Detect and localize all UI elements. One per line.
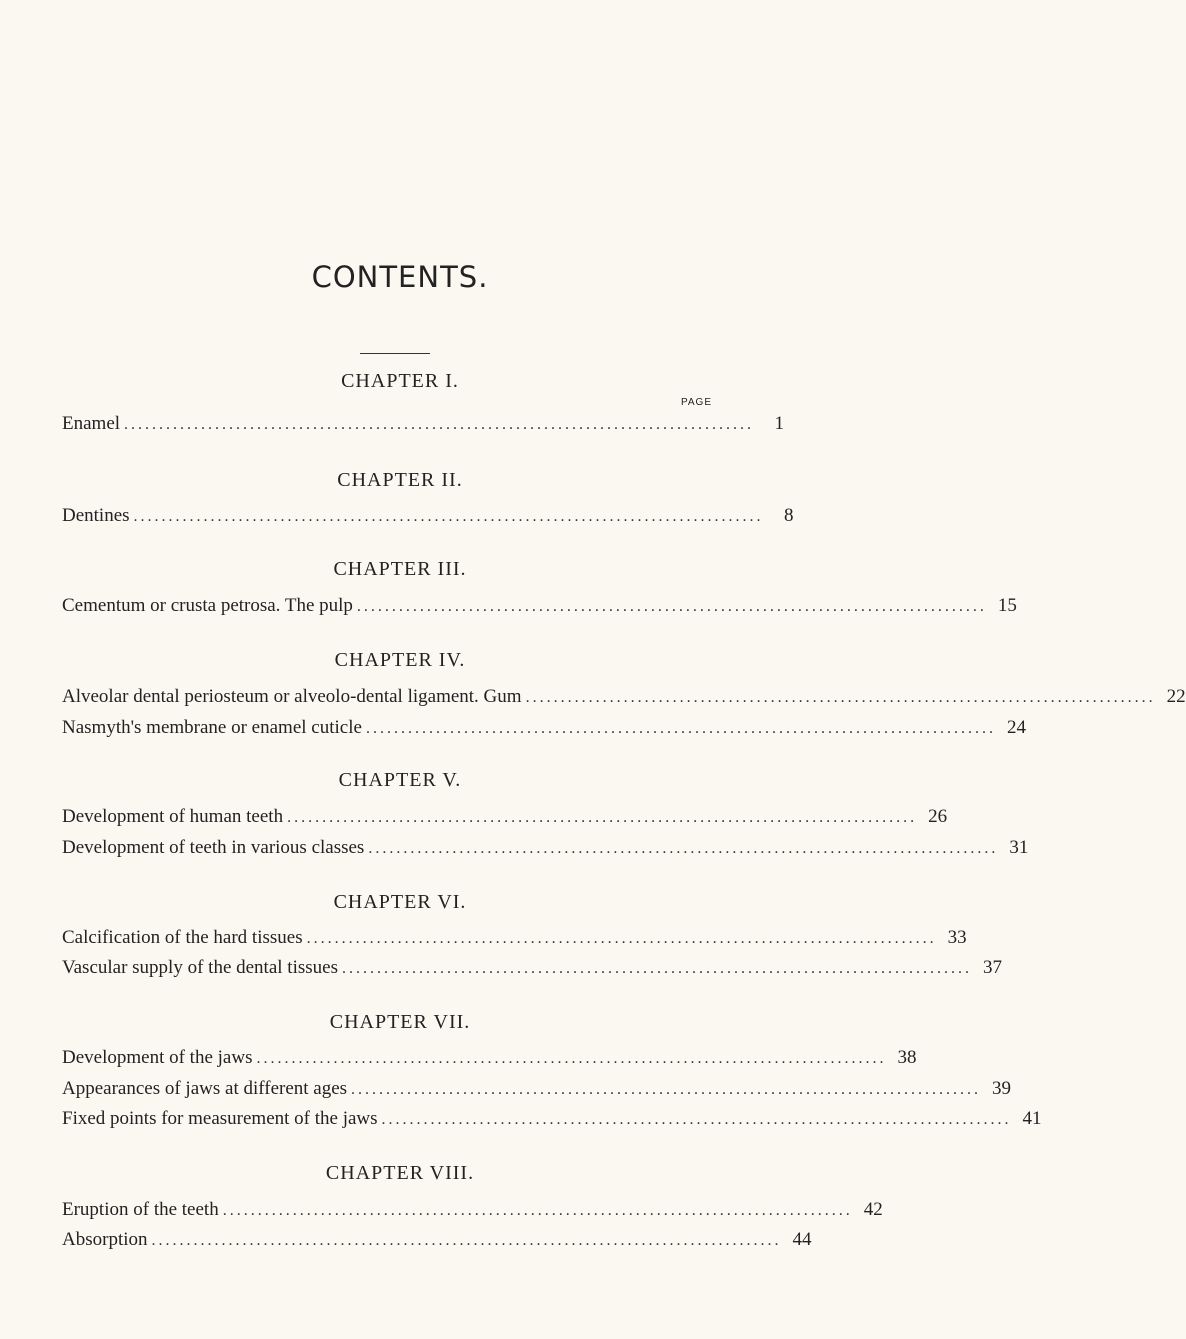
- entry-title: Nasmyth's membrane or enamel cuticle: [62, 717, 362, 738]
- chapter-heading: CHAPTER II.: [337, 469, 463, 491]
- title-rule: [360, 353, 430, 354]
- entry-title: Cementum or crusta petrosa. The pulp: [62, 595, 353, 616]
- toc-entry[interactable]: [62, 837, 1029, 863]
- entry-title: Development of human teeth: [62, 806, 284, 827]
- entry-title: Dentines: [62, 505, 130, 526]
- entry-page: 41: [1022, 1108, 1042, 1129]
- chapter-heading: CHAPTER V.: [338, 769, 462, 791]
- toc-entry[interactable]: [62, 1108, 1042, 1134]
- entry-page: 31: [1009, 837, 1029, 858]
- entry-page: 37: [982, 957, 1002, 978]
- dot-leader: ..........................................................................................: [256, 1050, 887, 1067]
- dot-leader: ..........................................................................................: [351, 1081, 982, 1098]
- toc-entry[interactable]: [62, 927, 967, 953]
- page-column-label: PAGE: [680, 397, 712, 408]
- chapter-heading: CHAPTER I.: [341, 370, 459, 392]
- dot-leader: ..........................................................................................: [306, 930, 937, 947]
- dot-leader: ..........................................................................................: [133, 508, 764, 525]
- entry-title: Vascular supply of the dental tissues: [62, 957, 338, 978]
- entry-page: 24: [1006, 717, 1026, 738]
- entry-page: 15: [997, 595, 1017, 616]
- entry-page: 39: [992, 1078, 1012, 1099]
- chapter-heading: CHAPTER III.: [333, 558, 467, 580]
- entry-title: Calcification of the hard tissues: [62, 927, 303, 948]
- entry-title: Alveolar dental periosteum or alveolo-dental ligament. Gum: [62, 686, 522, 707]
- toc-entry[interactable]: [62, 1229, 812, 1255]
- chapter-heading: CHAPTER VII.: [329, 1011, 471, 1033]
- entry-title: Development of teeth in various classes: [62, 837, 365, 858]
- entry-title: Development of the jaws: [62, 1047, 253, 1068]
- chapter-heading: CHAPTER VIII.: [325, 1162, 475, 1184]
- dot-leader: ..........................................................................................: [124, 416, 755, 433]
- chapter-heading: CHAPTER VI.: [333, 891, 467, 913]
- entry-title: Enamel: [62, 413, 121, 434]
- entry-page: 44: [792, 1229, 812, 1250]
- entry-page: 38: [897, 1047, 917, 1068]
- dot-leader: ..........................................................................................: [381, 1111, 1012, 1128]
- dot-leader: ..........................................................................................: [368, 840, 999, 857]
- dot-leader: ..........................................................................................: [222, 1202, 853, 1219]
- chapter-heading: CHAPTER IV.: [334, 649, 466, 671]
- toc-entry[interactable]: [62, 1078, 1012, 1104]
- dot-leader: ..........................................................................................: [525, 689, 1156, 706]
- toc-entry[interactable]: [62, 595, 1017, 621]
- toc-entry[interactable]: [62, 413, 785, 439]
- entry-page: 22: [1166, 686, 1186, 707]
- entry-page: 8: [784, 505, 794, 526]
- toc-entry[interactable]: [62, 505, 794, 531]
- dot-leader: ..........................................................................................: [356, 598, 987, 615]
- entry-title: Appearances of jaws at different ages: [62, 1078, 348, 1099]
- entry-page: 42: [863, 1199, 883, 1220]
- toc-entry[interactable]: [62, 1047, 917, 1073]
- dot-leader: ..........................................................................................: [365, 720, 996, 737]
- toc-entry[interactable]: [62, 717, 1026, 743]
- dot-leader: ..........................................................................................: [341, 960, 972, 977]
- toc-entry[interactable]: [62, 686, 1186, 712]
- entry-page: 33: [947, 927, 967, 948]
- entry-page: 26: [928, 806, 948, 827]
- toc-entry[interactable]: [62, 806, 948, 832]
- toc-entry[interactable]: [62, 1199, 883, 1225]
- dot-leader: ..........................................................................................: [151, 1232, 782, 1249]
- entry-title: Eruption of the teeth: [62, 1199, 219, 1220]
- dot-leader: ..........................................................................................: [287, 809, 918, 826]
- page-title: CONTENTS.: [311, 260, 489, 294]
- entry-title: Absorption: [62, 1229, 148, 1250]
- entry-page: 1: [774, 413, 785, 434]
- entry-title: Fixed points for measurement of the jaws: [62, 1108, 378, 1129]
- toc-entry[interactable]: [62, 957, 1002, 983]
